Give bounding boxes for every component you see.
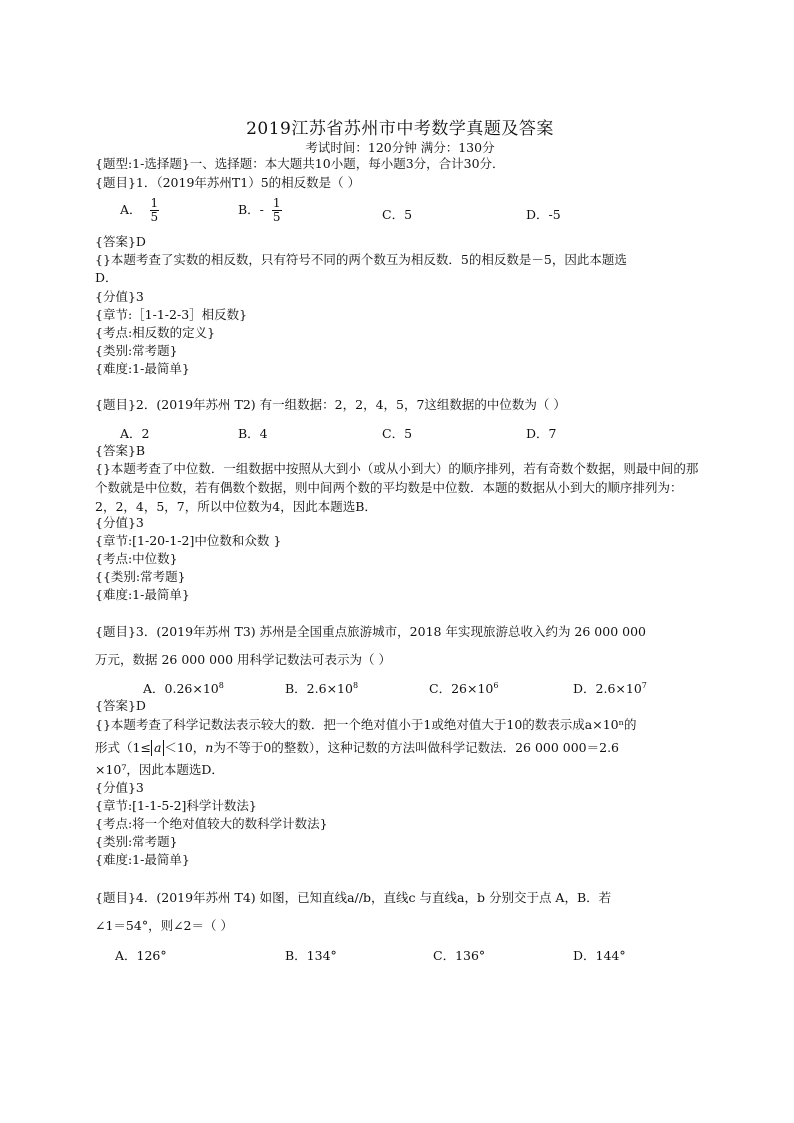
- q1-option-b-label: B．-: [238, 202, 264, 217]
- q1-option-c: C．5: [382, 207, 413, 222]
- q3-option-b: [285, 679, 358, 697]
- q1-analysis-line1: {}本题考查了实数的相反数，只有符号不同的两个数互为相反数．5的相反数是－5，因此本题选: [95, 252, 627, 267]
- q2-difficulty: {难度:1-最简单}: [95, 587, 190, 602]
- q2-option-d: D．7: [526, 426, 557, 441]
- q4-stem-line2: ∠1＝54°，则∠2＝（ ）: [95, 918, 233, 933]
- q3-option-d: [573, 679, 647, 697]
- q2-stem: {题目}2．(2019年苏州 T2) 有一组数据：2，2，4，5，7这组数据的中位数为（ ）: [95, 397, 566, 412]
- q2-analysis: {}本题考查了中位数．一组数据中按照从大到小（或从小到大）的顺序排列，若有奇数个数据，则最中间的那个数就是中位数，若有偶数个数据，则中间两个数的平均数是中位数．本题的数据从小到大的顺序排列为：2，2，4，5，7，所以中位数为4，因此本题选B．: [95, 461, 699, 514]
- q3-option-c: [429, 679, 498, 697]
- q3-option-a-exponent: 8: [218, 680, 224, 690]
- q3-score: {分值}3: [95, 780, 144, 795]
- q1-analysis-line2: D．: [95, 270, 118, 285]
- q1-option-b: [238, 197, 282, 224]
- q3-analysis-text: ＜10，: [164, 740, 206, 755]
- q2-option-b: B．4: [238, 426, 268, 441]
- q4-option-c: C．136°: [433, 948, 486, 963]
- q3-option-c-exponent: 6: [493, 680, 499, 690]
- q3-analysis-line1: {}本题考查了科学记数法表示较大的数．把一个绝对值小于1或绝对值大于10的数表示成a×10ⁿ的: [95, 717, 637, 732]
- q3-answer: {答案}D: [95, 698, 146, 713]
- q1-option-b-fraction: [272, 197, 282, 224]
- q3-chapter: {章节:[1-1-5-2]科学计数法}: [95, 798, 257, 813]
- q4-option-d: D．144°: [573, 948, 626, 963]
- q3-option-b-base: B．2.6×10: [285, 681, 353, 696]
- q3-option-d-base: D．2.6×10: [573, 681, 642, 696]
- q1-difficulty: {难度:1-最简单}: [95, 361, 190, 376]
- q1-option-a: [120, 197, 159, 224]
- q3-difficulty: {难度:1-最简单}: [95, 852, 190, 867]
- fraction-numerator: 1: [272, 196, 281, 210]
- exam-info: 考试时间：120分钟 满分：130分: [305, 140, 495, 155]
- q4-option-b: B．134°: [285, 948, 337, 963]
- q4-option-a: A．126°: [115, 948, 167, 963]
- q1-option-d: D．-5: [526, 207, 561, 222]
- q4-options: [95, 946, 705, 970]
- q2-score: {分值}3: [95, 515, 144, 530]
- q3-category: {类别:常考题}: [95, 834, 178, 849]
- q2-knowledge-point: {考点:中位数}: [95, 551, 178, 566]
- fraction-denominator: 5: [272, 210, 281, 224]
- q3-analysis-line2: [95, 739, 619, 757]
- q3-option-a: [143, 679, 224, 697]
- q2-answer: {答案}B: [95, 443, 146, 458]
- q3-option-a-base: A．0.26×10: [143, 681, 219, 696]
- q1-knowledge-point: {考点:相反数的定义}: [95, 325, 216, 340]
- q3-option-b-exponent: 8: [352, 680, 359, 690]
- q3-option-c-base: C．26×10: [429, 681, 494, 696]
- q1-answer: {答案}D: [95, 234, 146, 249]
- q1-option-a-label: A．: [120, 202, 142, 217]
- section-heading: {题型:1-选择题}一、选择题：本大题共10小题，每小题3分，合计30分．: [95, 156, 505, 171]
- q2-options: [95, 424, 705, 448]
- q3-option-d-exponent: 7: [641, 680, 647, 690]
- q3-options: [95, 679, 705, 703]
- q1-stem: {题目}1．（2019年苏州T1）5的相反数是（ ）: [95, 175, 361, 190]
- page-title: 2019江苏省苏州市中考数学真题及答案: [246, 119, 554, 139]
- q3-knowledge-point: {考点:将一个绝对值较大的数科学计数法}: [95, 816, 328, 831]
- q1-category: {类别:常考题}: [95, 343, 178, 358]
- q2-chapter: {章节:[1-20-1-2]中位数和众数 }: [95, 533, 282, 548]
- absolute-value-a: a: [151, 740, 164, 756]
- q1-options: [95, 196, 705, 224]
- q2-option-c: C．5: [382, 426, 413, 441]
- q3-analysis-line3: ×10⁷，因此本题选D．: [95, 762, 224, 777]
- q1-option-a-fraction: [150, 197, 160, 224]
- q2-category: {{类别:常考题}: [95, 569, 186, 584]
- variable-n: n: [205, 740, 214, 755]
- q2-option-a: A．2: [120, 426, 150, 441]
- q1-score: {分值}3: [95, 289, 144, 304]
- q4-stem-line1: {题目}4．(2019年苏州 T4) 如图，已知直线a//b，直线c 与直线a，b 分别交于点 A，B．若: [95, 890, 612, 905]
- q3-stem-line1: {题目}3．(2019年苏州 T3) 苏州是全国重点旅游城市，2018 年实现旅游总收入约为 26 000 000: [95, 624, 646, 639]
- q3-stem-line2: 万元，数据 26 000 000 用科学记数法可表示为（ ）: [95, 652, 391, 667]
- q1-chapter: {章节:［1-1-2-3］相反数}: [95, 307, 248, 322]
- fraction-denominator: 5: [150, 210, 159, 224]
- fraction-numerator: 1: [150, 196, 159, 210]
- q3-analysis-text: 形式（1≤: [95, 740, 151, 755]
- q3-analysis-text: 为不等于0的整数），这种记数的方法叫做科学记数法．26 000 000＝2.6: [213, 740, 620, 755]
